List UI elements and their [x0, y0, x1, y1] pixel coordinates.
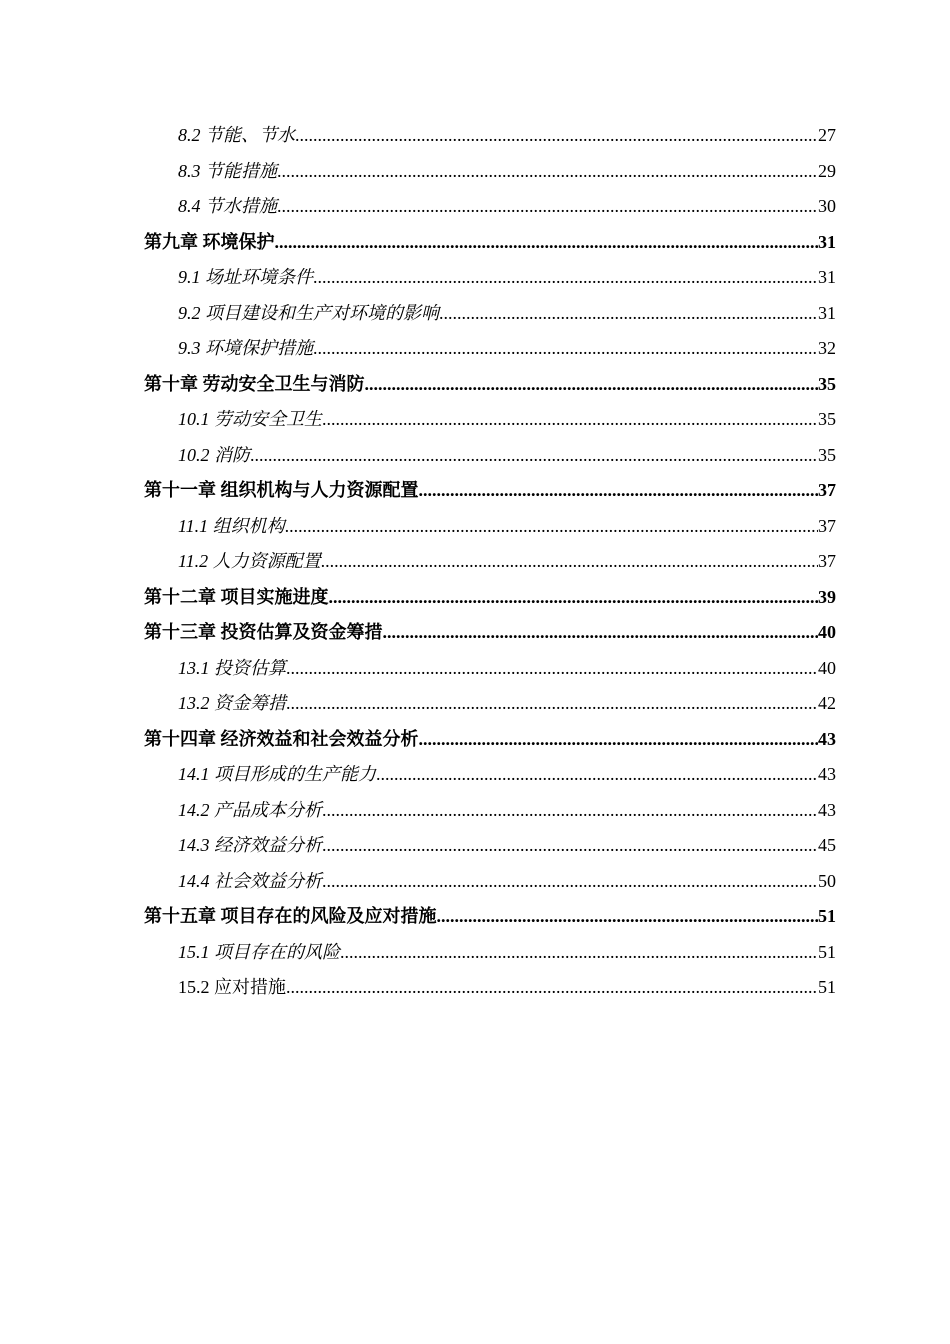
toc-dot-leader — [322, 864, 818, 900]
toc-entry-title: 14.2 产品成本分析 — [178, 799, 322, 820]
toc-dot-leader — [340, 935, 818, 971]
toc-dot-leader — [277, 154, 818, 190]
toc-entry[interactable] — [144, 864, 836, 900]
toc-chapter-entry[interactable] — [144, 615, 836, 651]
toc-entry-page: 50 — [818, 870, 836, 891]
toc-dot-leader — [376, 757, 818, 793]
toc-dot-leader — [286, 651, 818, 687]
toc-entry-title: 11.1 组织机构 — [178, 515, 285, 536]
toc-entry-title: 13.2 资金筹措 — [178, 693, 286, 713]
toc-entry-title: 9.3 环境保护措施 — [178, 338, 313, 358]
toc-entry-title: 8.2 节能、节水 — [178, 125, 295, 145]
toc-dot-leader — [419, 473, 819, 509]
toc-entry[interactable] — [144, 438, 836, 474]
toc-entry[interactable] — [144, 402, 836, 438]
toc-dot-leader — [285, 509, 818, 545]
toc-entry-page: 40 — [818, 622, 836, 642]
toc-entry-page: 40 — [818, 657, 836, 678]
toc-entry-page: 31 — [818, 231, 836, 252]
toc-entry-page: 43 — [818, 728, 836, 749]
toc-entry[interactable] — [144, 651, 836, 687]
toc-dot-leader — [322, 828, 818, 864]
toc-dot-leader — [313, 331, 818, 367]
toc-entry[interactable] — [144, 686, 836, 722]
toc-chapter-entry[interactable] — [144, 225, 836, 261]
toc-entry-page: 35 — [818, 373, 836, 394]
toc-entry[interactable] — [144, 828, 836, 864]
toc-entry-page: 35 — [818, 409, 836, 429]
toc-entry[interactable] — [144, 154, 836, 190]
toc-entry-title: 第九章 环境保护 — [144, 231, 275, 252]
toc-dot-leader — [439, 296, 818, 332]
toc-entry[interactable] — [144, 793, 836, 829]
toc-entry-title: 14.4 社会效益分析 — [178, 870, 322, 891]
toc-entry-title: 第十章 劳动安全卫生与消防 — [144, 373, 365, 394]
toc-dot-leader — [329, 580, 819, 616]
toc-chapter-entry[interactable] — [144, 722, 836, 758]
toc-chapter-entry[interactable] — [144, 473, 836, 509]
toc-entry-title: 10.1 劳动安全卫生 — [178, 409, 322, 429]
toc-dot-leader — [286, 970, 818, 1006]
toc-entry[interactable] — [144, 296, 836, 332]
toc-entry-title: 10.2 消防 — [178, 444, 250, 465]
toc-entry-title: 14.3 经济效益分析 — [178, 835, 322, 855]
toc-entry-title: 15.1 项目存在的风险 — [178, 941, 340, 962]
toc-dot-leader — [365, 367, 819, 403]
toc-entry[interactable] — [144, 189, 836, 225]
toc-entry[interactable] — [144, 935, 836, 971]
toc-entry[interactable] — [144, 118, 836, 154]
toc-chapter-entry[interactable] — [144, 367, 836, 403]
toc-entry-title: 第十三章 投资估算及资金筹措 — [144, 622, 383, 642]
toc-dot-leader — [275, 225, 819, 261]
toc-chapter-entry[interactable] — [144, 899, 836, 935]
toc-entry-title: 15.2 应对措施 — [178, 977, 286, 997]
toc-dot-leader — [286, 686, 818, 722]
toc-entry-title: 8.4 节水措施 — [178, 196, 277, 216]
toc-entry-page: 35 — [818, 444, 836, 465]
toc-entry-page: 39 — [818, 586, 836, 607]
toc-entry-title: 8.3 节能措施 — [178, 160, 277, 181]
toc-dot-leader — [277, 189, 818, 225]
toc-dot-leader — [321, 544, 818, 580]
toc-entry-page: 29 — [818, 160, 836, 181]
toc-entry-title: 第十二章 项目实施进度 — [144, 586, 329, 607]
toc-entry-page: 31 — [818, 267, 836, 287]
toc-entry[interactable] — [144, 970, 836, 1006]
toc-entry[interactable] — [144, 544, 836, 580]
toc-entry[interactable] — [144, 509, 836, 545]
toc-entry-page: 43 — [818, 764, 836, 784]
toc-entry[interactable] — [144, 757, 836, 793]
toc-entry-title: 14.1 项目形成的生产能力 — [178, 764, 376, 784]
toc-dot-leader — [383, 615, 819, 651]
toc-dot-leader — [250, 438, 818, 474]
toc-entry-page: 37 — [818, 551, 836, 571]
toc-entry-title: 第十五章 项目存在的风险及应对措施 — [144, 906, 437, 926]
toc-entry-title: 13.1 投资估算 — [178, 657, 286, 678]
toc-entry-page: 43 — [818, 799, 836, 820]
toc-entry-page: 51 — [818, 977, 836, 997]
toc-entry-page: 27 — [818, 125, 836, 145]
toc-dot-leader — [419, 722, 819, 758]
toc-entry-title: 第十四章 经济效益和社会效益分析 — [144, 728, 419, 749]
toc-entry[interactable] — [144, 331, 836, 367]
toc-entry-page: 37 — [818, 515, 836, 536]
toc-entry-page: 30 — [818, 196, 836, 216]
toc-entry-page: 31 — [818, 302, 836, 323]
toc-entry-page: 51 — [818, 941, 836, 962]
toc-dot-leader — [322, 793, 818, 829]
toc-dot-leader — [322, 402, 818, 438]
toc-chapter-entry[interactable] — [144, 580, 836, 616]
toc-entry-page: 45 — [818, 835, 836, 855]
toc-entry-page: 32 — [818, 338, 836, 358]
toc-entry-title: 9.2 项目建设和生产对环境的影响 — [178, 302, 439, 323]
toc-dot-leader — [313, 260, 818, 296]
toc-entry-page: 37 — [818, 480, 836, 500]
toc-dot-leader — [295, 118, 818, 154]
toc-dot-leader — [437, 899, 819, 935]
toc-entry-title: 第十一章 组织机构与人力资源配置 — [144, 480, 419, 500]
toc-entry-page: 51 — [818, 906, 836, 926]
toc-entry-page: 42 — [818, 693, 836, 713]
toc-entry[interactable] — [144, 260, 836, 296]
table-of-contents — [144, 118, 836, 1006]
toc-entry-title: 11.2 人力资源配置 — [178, 551, 321, 571]
toc-entry-title: 9.1 场址环境条件 — [178, 267, 313, 287]
